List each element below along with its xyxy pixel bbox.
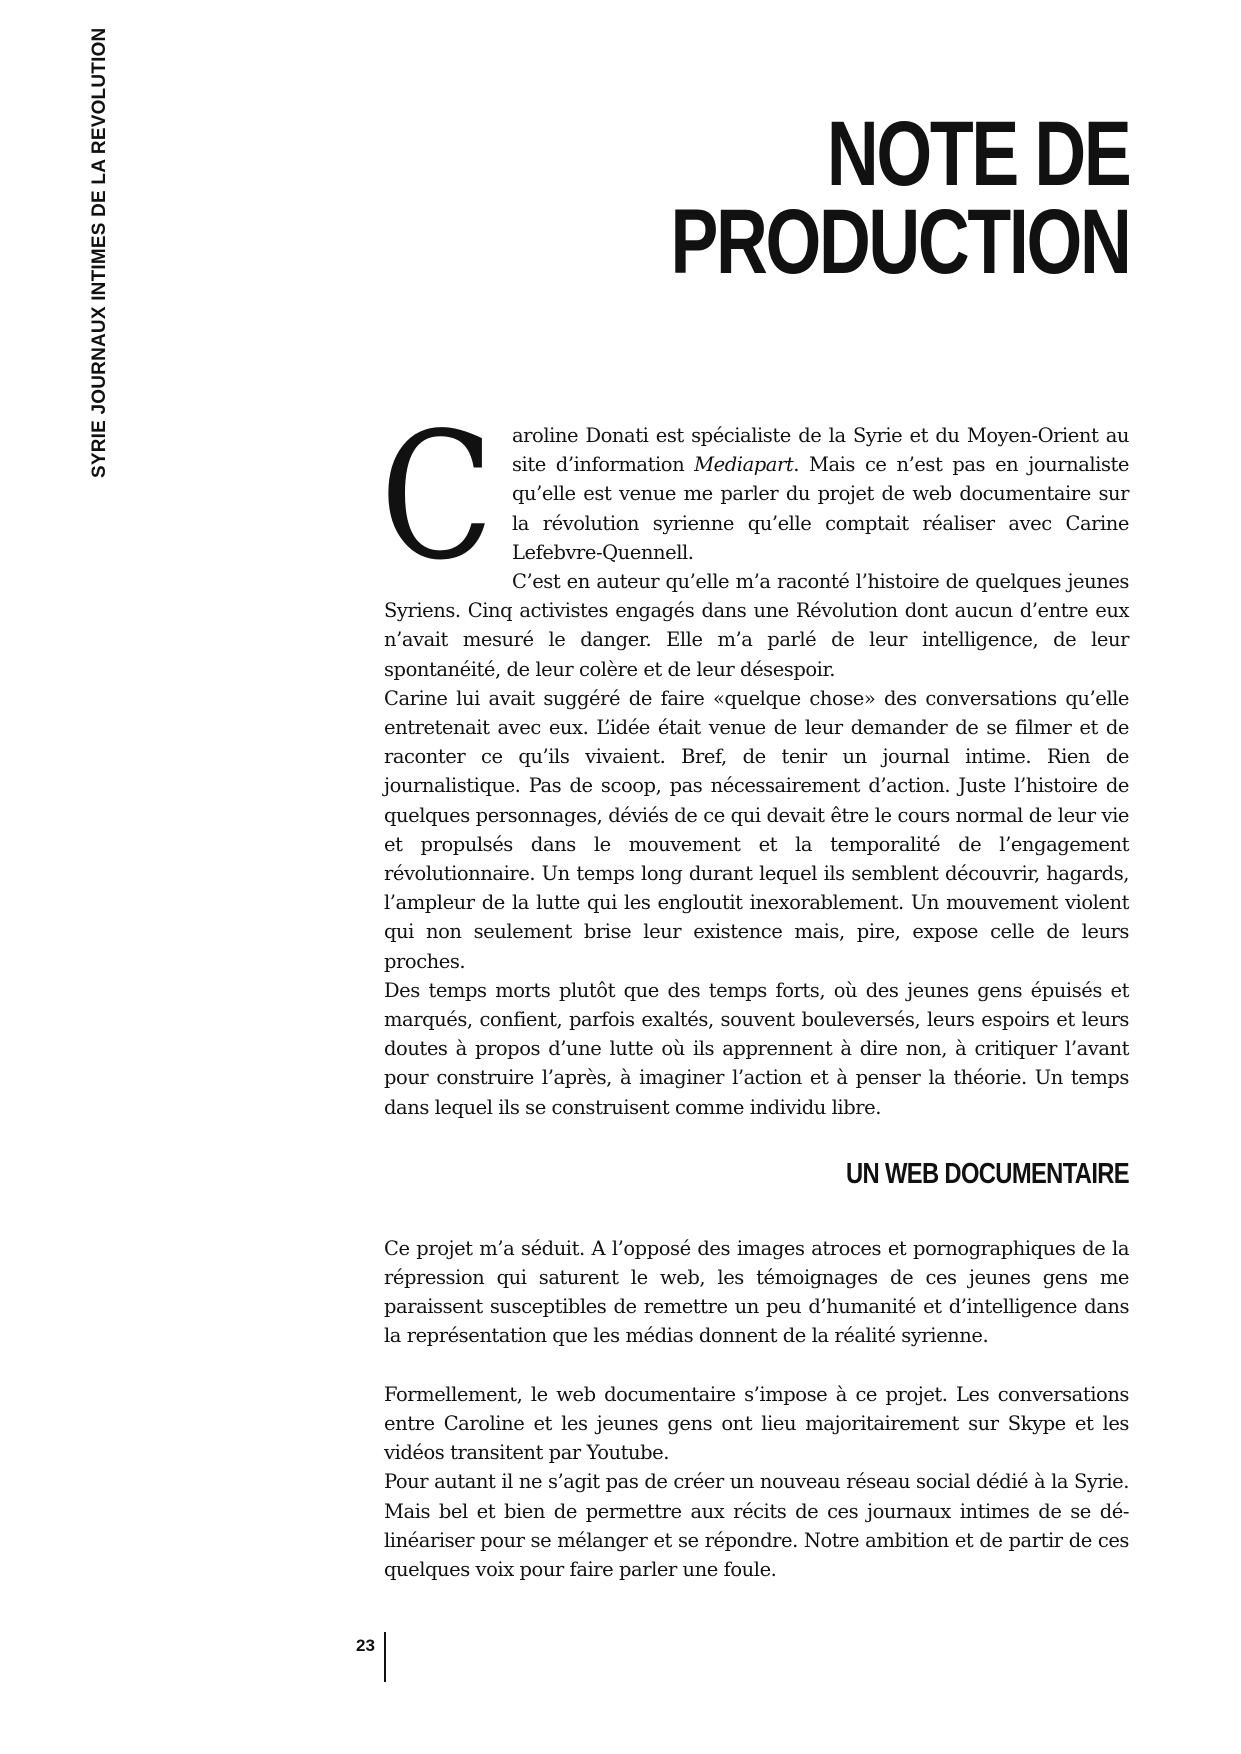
page-title-line-1: NOTE DE — [826, 103, 1129, 205]
page-title-line-2: PRODUCTION — [670, 191, 1129, 293]
paragraph-2: C’est en auteur qu’elle m’a raconté l’histoire de quelques jeunes Syriens. Cinq activistes engagés dans une Révolution dont aucun d’entre eux n’avait mesuré le danger. Elle m’a parlé de leur intelligence, de leur spontanéité, de leur colère et de leur désespoir. — [384, 570, 1129, 681]
article-body — [380, 396, 1129, 1584]
page-number: 23 — [356, 1636, 375, 1655]
publication-name: Mediapart — [694, 453, 794, 477]
paragraph-6: Formellement, le web documentaire s’impose à ce projet. Les conversations entre Caroline et les jeunes gens ont lieu majoritairement sur Skype et les vidéos transitent par Youtube. — [384, 1382, 1129, 1465]
paragraph-5: Ce projet m’a séduit. A l’opposé des images atroces et pornographiques de la répression qui saturent le web, les témoignages de ces jeunes gens me paraissent susceptibles de remettre un peu d’humanité et d’intelligence dans la représentation que les médias donnent de la réalité syrienne. — [384, 1236, 1129, 1348]
intro-text-end: . Mais ce n’est pas en journaliste qu’elle est venue me parler du projet de web documentaire sur la révolution syrienne qu’elle comptait réaliser avec Carine Lefebvre-Quennell. — [512, 453, 1129, 564]
paragraph-intro — [380, 396, 1129, 599]
paragraph-3: Carine lui avait suggéré de faire «quelque chose» des conversations qu’elle entretenait avec eux. L’idée était venue de leur demander de se filmer et de raconter ce qu’ils vivaient. Bref, de tenir un journal intime. Rien de journalistique. Pas de scoop, pas nécessairement d’action. Juste l’histoire de quelques personnages, déviés de ce qui devait être le cours normal de leur vie et propulsés dans le mouvement et la temporalité de l’engagement révolutionnaire. Un temps long durant lequel ils semblent découvrir, hagards, l’ampleur de la lutte qui les engloutit inexorablement. Un mouvement violent qui non seulement brise leur existence mais, pire, expose celle de leurs proches. — [384, 686, 1129, 973]
section-heading: UN WEB DOCUMENTAIRE — [845, 1157, 1129, 1190]
drop-cap: C — [380, 396, 494, 599]
paragraph-7: Pour autant il ne s’agit pas de créer un nouveau réseau social dédié à la Syrie. Mais bel et bien de permettre aux récits de ces journaux intimes de se dé-linéariser pour se mélanger et se répondre. Notre ambition et de partir de ces quelques voix pour faire parler une foule. — [384, 1470, 1129, 1581]
paragraph-gap — [384, 1351, 1129, 1380]
running-header: SYRIE JOURNAUX INTIMES DE LA REVOLUTION — [89, 27, 110, 478]
paragraph-4: Des temps morts plutôt que des temps forts, où des jeunes gens épuisés et marqués, confient, parfois exaltés, souvent bouleversés, leurs espoirs et leurs doutes à propos d’une lutte où ils apprennent à dire non, à critiquer l’avant pour construire l’après, à imaginer l’action et à penser la théorie. Un temps dans lequel ils se construisent comme individu libre. — [384, 978, 1129, 1119]
page-number-divider — [384, 1632, 386, 1682]
intro-text-start: aroline Donati est spécialiste de la Syrie et du Moyen-Orient au site d’information — [512, 424, 1129, 477]
page-title — [670, 103, 1129, 293]
